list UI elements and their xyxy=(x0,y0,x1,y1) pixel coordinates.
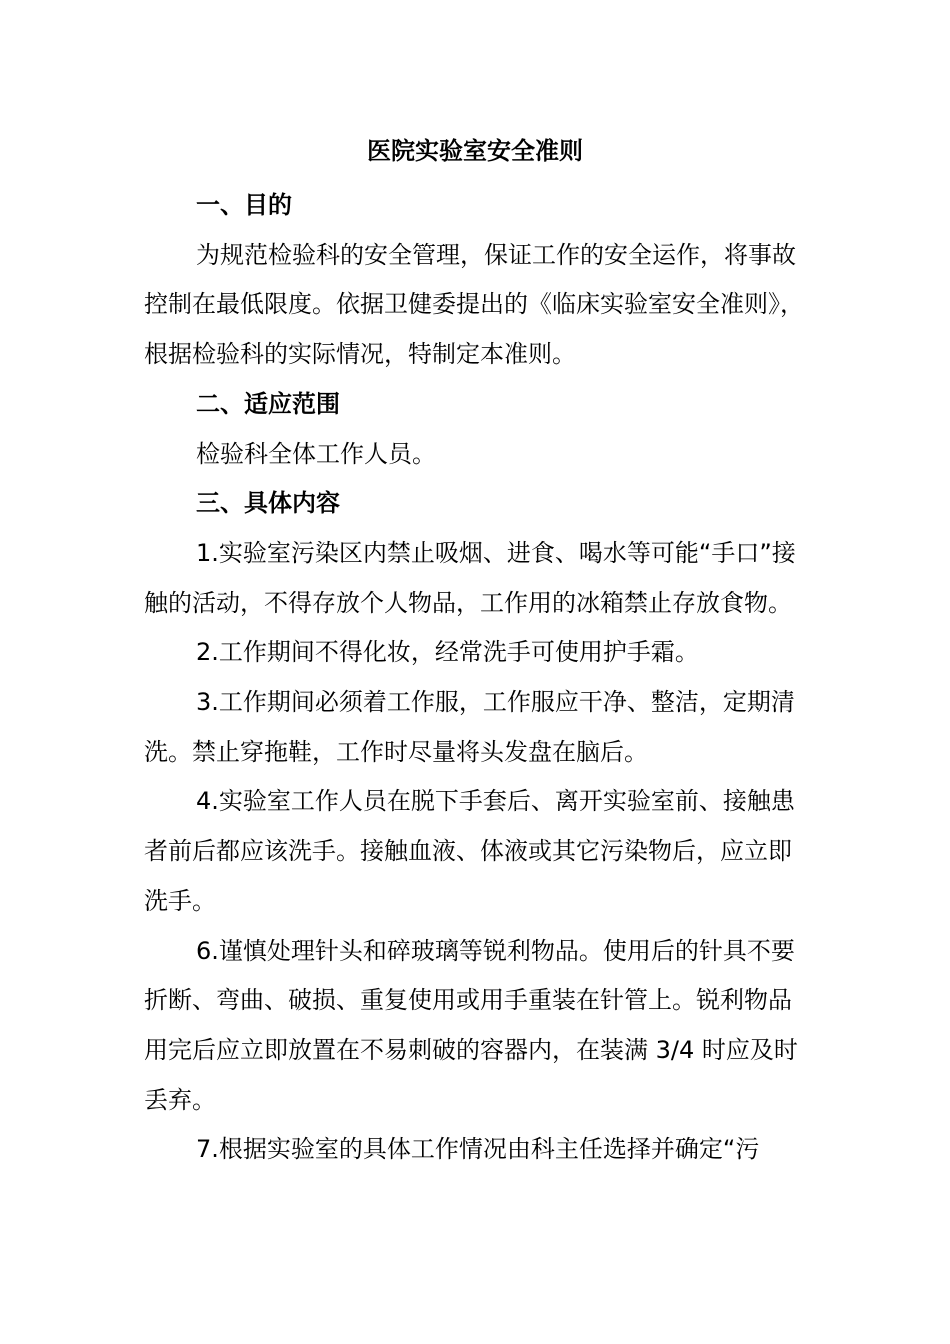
section-heading-purpose: 一、目的 xyxy=(196,191,292,219)
section-heading-content: 三、具体内容 xyxy=(196,489,340,518)
paragraph-item-7: 7.根据实验室的具体工作情况由科主任选择并确定“污 xyxy=(196,1135,760,1164)
paragraph-item-4: 4.实验室工作人员在脱下手套后、离开实验室前、接触患者前后都应该洗手。接触血液、体液或其它污染物后，应立即洗手。 xyxy=(144,787,795,915)
document-body xyxy=(144,181,808,1175)
paragraph-scope: 检验科全体工作人员。 xyxy=(196,439,436,468)
paragraph-item-6: 6.谨慎处理针头和碎玻璃等锐利物品。使用后的针具不要折断、弯曲、破损、重复使用或用手重装在针管上。锐利物品用完后应立即放置在不易刺破的容器内，在装满 3/4 时应及时丢弃。 xyxy=(144,936,798,1114)
paragraph-purpose: 为规范检验科的安全管理，保证工作的安全运作，将事故控制在最低限度。依据卫健委提出的《临床实验室安全准则》，根据检验科的实际情况，特制定本准则。 xyxy=(144,240,804,369)
section-heading-scope: 二、适应范围 xyxy=(196,389,340,418)
document-title: 医院实验室安全准则 xyxy=(367,137,583,165)
paragraph-item-1: 1.实验室污染区内禁止吸烟、进食、喝水等可能“手口”接触的活动，不得存放个人物品，工作用的冰箱禁止存放食物。 xyxy=(144,538,796,617)
paragraph-item-3: 3.工作期间必须着工作服，工作服应干净、整洁，定期清洗。禁止穿拖鞋，工作时尽量将头发盘在脑后。 xyxy=(144,688,795,766)
paragraph-item-2: 2.工作期间不得化妆，经常洗手可使用护手霜。 xyxy=(196,638,699,667)
